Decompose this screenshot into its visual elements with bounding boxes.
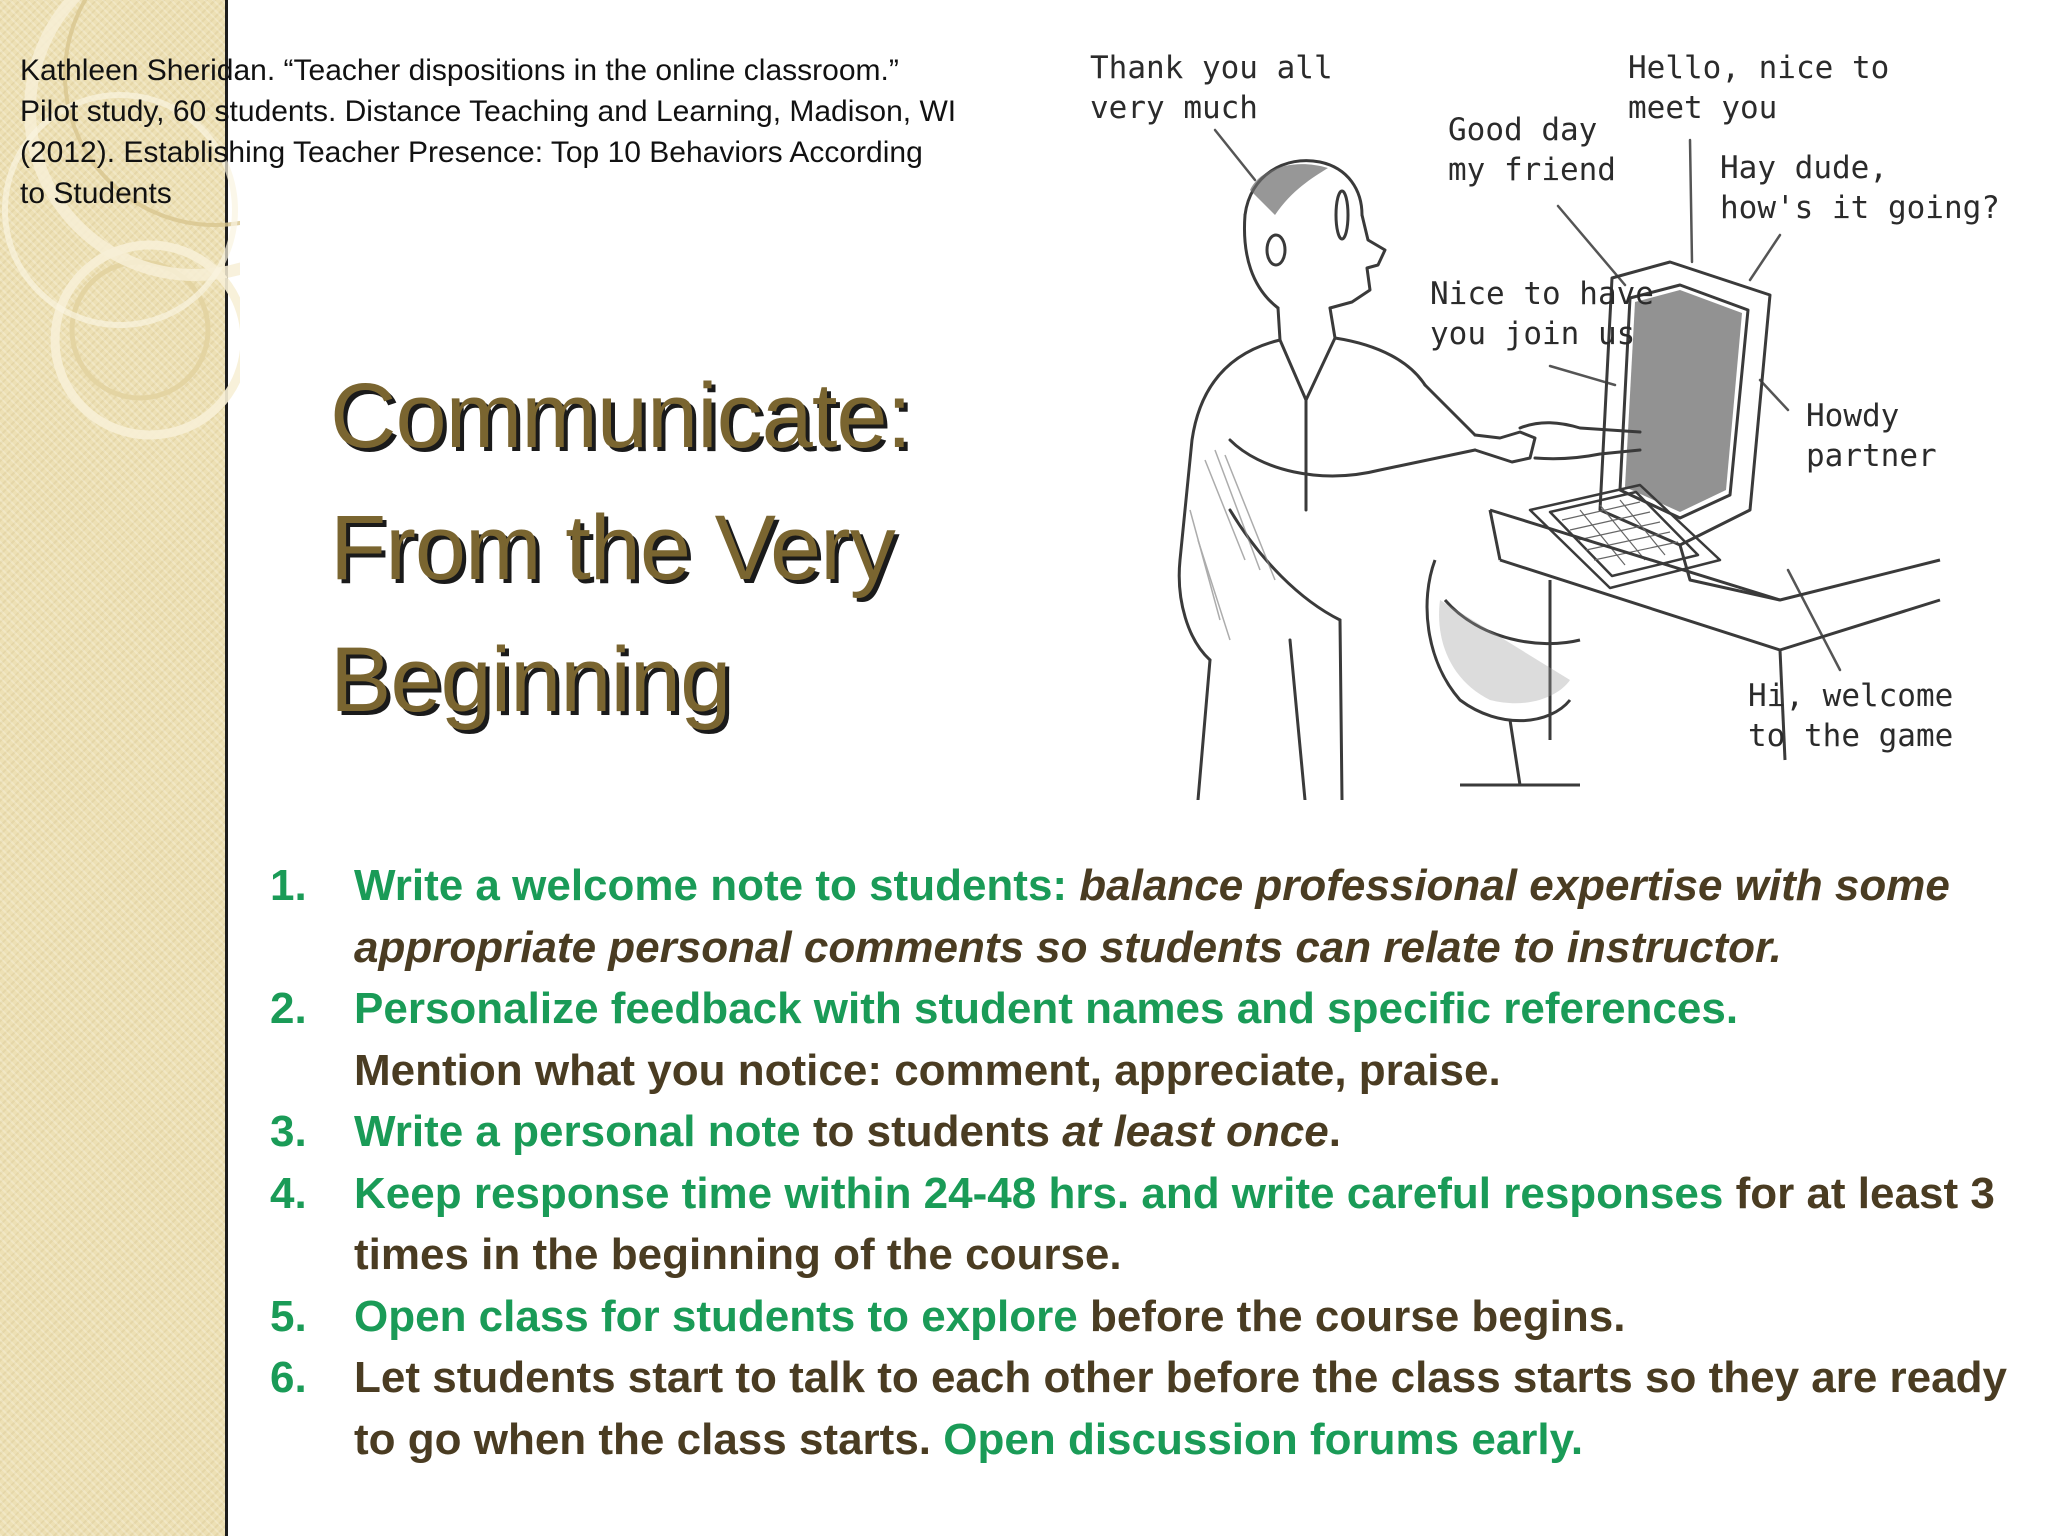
item-number: 5.	[270, 1291, 307, 1341]
list-item	[270, 978, 2040, 1101]
item-text: Personalize feedback with student names and specific references.	[354, 984, 1739, 1033]
bubble-howdy: Howdy partner	[1806, 398, 1937, 474]
list-item	[270, 1163, 2040, 1286]
item-text: .	[1328, 1107, 1341, 1156]
bubble-hay-dude: Hay dude, how's it going?	[1720, 150, 2000, 226]
item-text: Keep response time within 24-48 hrs. and write careful responses	[354, 1168, 1724, 1218]
page-title	[330, 350, 1090, 746]
bubble-nice-to-have: Nice to have you join us	[1430, 276, 1654, 352]
item-number: 3.	[270, 1107, 307, 1156]
item-text: Write a personal note	[354, 1107, 801, 1156]
title-line-1: Communicate:	[330, 365, 912, 467]
item-text: for at least 3 times in the beginning of the course.	[354, 1168, 1995, 1279]
handshake-illustration	[1080, 40, 2040, 800]
bubble-hello: Hello, nice to meet you	[1628, 50, 1890, 126]
item-text: to students	[800, 1107, 1063, 1156]
bubble-good-day: Good day my friend	[1448, 112, 1616, 188]
bubble-welcome: Hi, welcome to the game	[1748, 678, 1954, 754]
item-text: Open discussion forums early.	[943, 1414, 1584, 1464]
list-item	[270, 855, 2040, 978]
item-text: before the course begins.	[1077, 1291, 1626, 1341]
behaviors-list	[270, 855, 2040, 1470]
list-item	[270, 1347, 2040, 1470]
item-text: Open class for students to explore	[354, 1291, 1078, 1341]
title-line-2: From the Very	[330, 497, 895, 599]
item-number: 4.	[270, 1168, 307, 1218]
item-text: balance professional expertise with some appropriate personal comments so students can relate to instructor.	[354, 861, 1950, 972]
item-text: Let students start to talk to each other before the class starts so they are ready to go when the class starts.	[354, 1353, 2007, 1464]
item-number: 1.	[270, 861, 307, 910]
item-text: at least once	[1062, 1107, 1329, 1156]
item-text: Write a welcome note to students:	[354, 861, 1080, 910]
bubble-thank-you: Thank you all very much	[1090, 50, 1333, 126]
list-item	[270, 1101, 2040, 1163]
item-number: 2.	[270, 984, 307, 1033]
title-line-3: Beginning	[330, 629, 731, 731]
item-number: 6.	[270, 1353, 307, 1402]
list-item	[270, 1286, 2040, 1348]
citation: Kathleen Sheridan. “Teacher dispositions in the online classroom.” Pilot study, 60 students. Distance Teaching and Learning, Madison, WI (2012). Establishing Teacher Presence: Top 10 Behaviors According to Students	[20, 54, 957, 210]
item-text: Mention what you notice: comment, appreciate, praise.	[354, 1045, 1501, 1095]
